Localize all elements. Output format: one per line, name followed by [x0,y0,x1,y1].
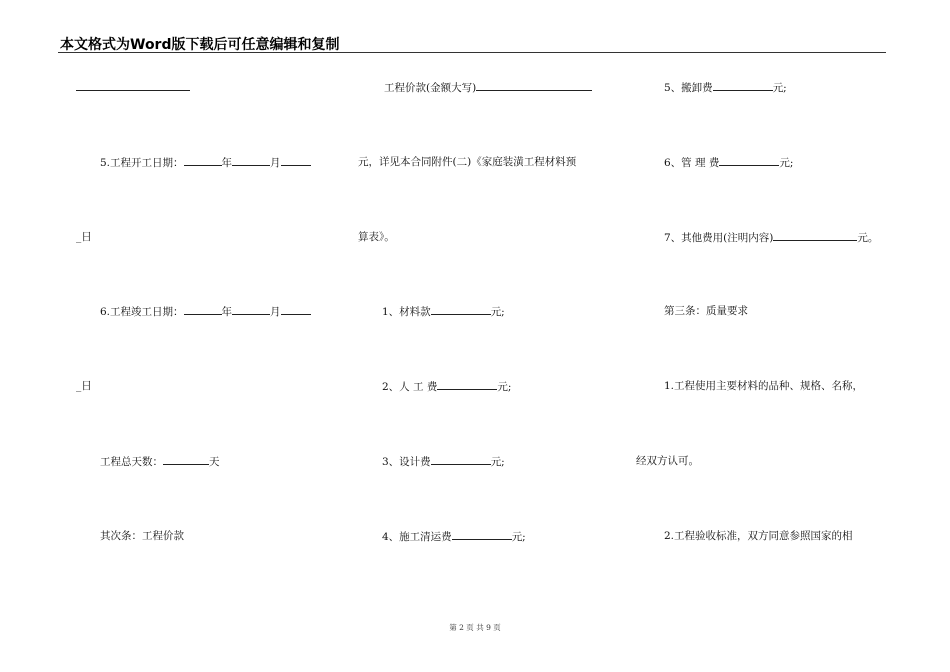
contract-price-line [384,80,592,95]
year-label: 年 [221,157,233,169]
total-days-line [100,454,220,469]
fill-blank [773,230,857,241]
price-detail-line-1: 元，详见本合同附件(二)《家庭装潢工程材料预 [358,156,577,168]
unit-label: 元; [772,82,787,94]
fee-item-2-label: 2、人 工 费 [382,381,438,393]
fill-blank [437,379,497,390]
second-article-heading: 其次条：工程价款 [100,530,184,542]
total-days-label: 工程总天数： [100,456,163,468]
fee-item-6 [664,155,793,170]
page-number-footer: 第 2 页 共 9 页 [449,623,501,632]
fee-item-5-label: 5、搬卸费 [664,82,713,94]
fill-blank [431,454,491,465]
unit-label: 元; [497,381,512,393]
day-suffix-2: _日 [76,380,92,392]
fill-blank [281,155,311,166]
unit-label: 元; [779,157,794,169]
day-suffix-1: _日 [76,231,92,243]
unit-label: 元; [490,306,505,318]
quality-clause-1b: 经双方认可。 [636,455,699,467]
quality-clause-2: 2.工程验收标准，双方同意参照国家的相 [664,530,853,542]
quality-clause-1a: 1.工程使用主要材料的品种、规格、名称， [664,380,864,392]
fill-blank [452,529,512,540]
fill-blank [431,304,491,315]
fee-item-1-label: 1、材料款 [382,306,431,318]
month-label: 月 [270,157,281,169]
days-unit: 天 [209,456,220,468]
fill-blank [281,304,311,315]
fill-blank [719,155,779,166]
header-divider [58,52,886,53]
fill-blank [232,155,270,166]
start-date-line [100,155,311,170]
fee-item-4 [382,529,526,544]
blank-line-top-left [76,80,190,95]
fill-blank [184,155,222,166]
price-detail-line-2: 算表》。 [358,231,395,243]
unit-label: 元。 [857,232,879,244]
fee-item-1 [382,304,505,319]
fee-item-7 [664,230,878,245]
fee-item-3-label: 3、设计费 [382,456,431,468]
fee-item-4-label: 4、施工清运费 [382,531,452,543]
start-date-label: 5.工程开工日期： [100,157,184,169]
end-date-label: 6.工程竣工日期： [100,306,184,318]
fee-item-7-label: 7、其他费用(注明内容) [664,232,774,244]
fill-blank [476,80,592,91]
month-label: 月 [270,306,281,318]
fill-blank [232,304,270,315]
year-label: 年 [221,306,233,318]
unit-label: 元; [490,456,505,468]
end-date-line [100,304,311,319]
fee-item-5 [664,80,787,95]
unit-label: 元; [511,531,526,543]
fee-item-3 [382,454,505,469]
third-article-heading: 第三条：质量要求 [664,305,748,317]
fee-item-2 [382,379,511,394]
fill-blank [76,80,190,91]
document-header-title: 本文格式为Word版下载后可任意编辑和复制 [60,37,340,53]
fill-blank [163,454,209,465]
fill-blank [713,80,773,91]
fill-blank [184,304,222,315]
contract-price-label: 工程价款(金额大写) [384,82,477,94]
fee-item-6-label: 6、管 理 费 [664,157,720,169]
